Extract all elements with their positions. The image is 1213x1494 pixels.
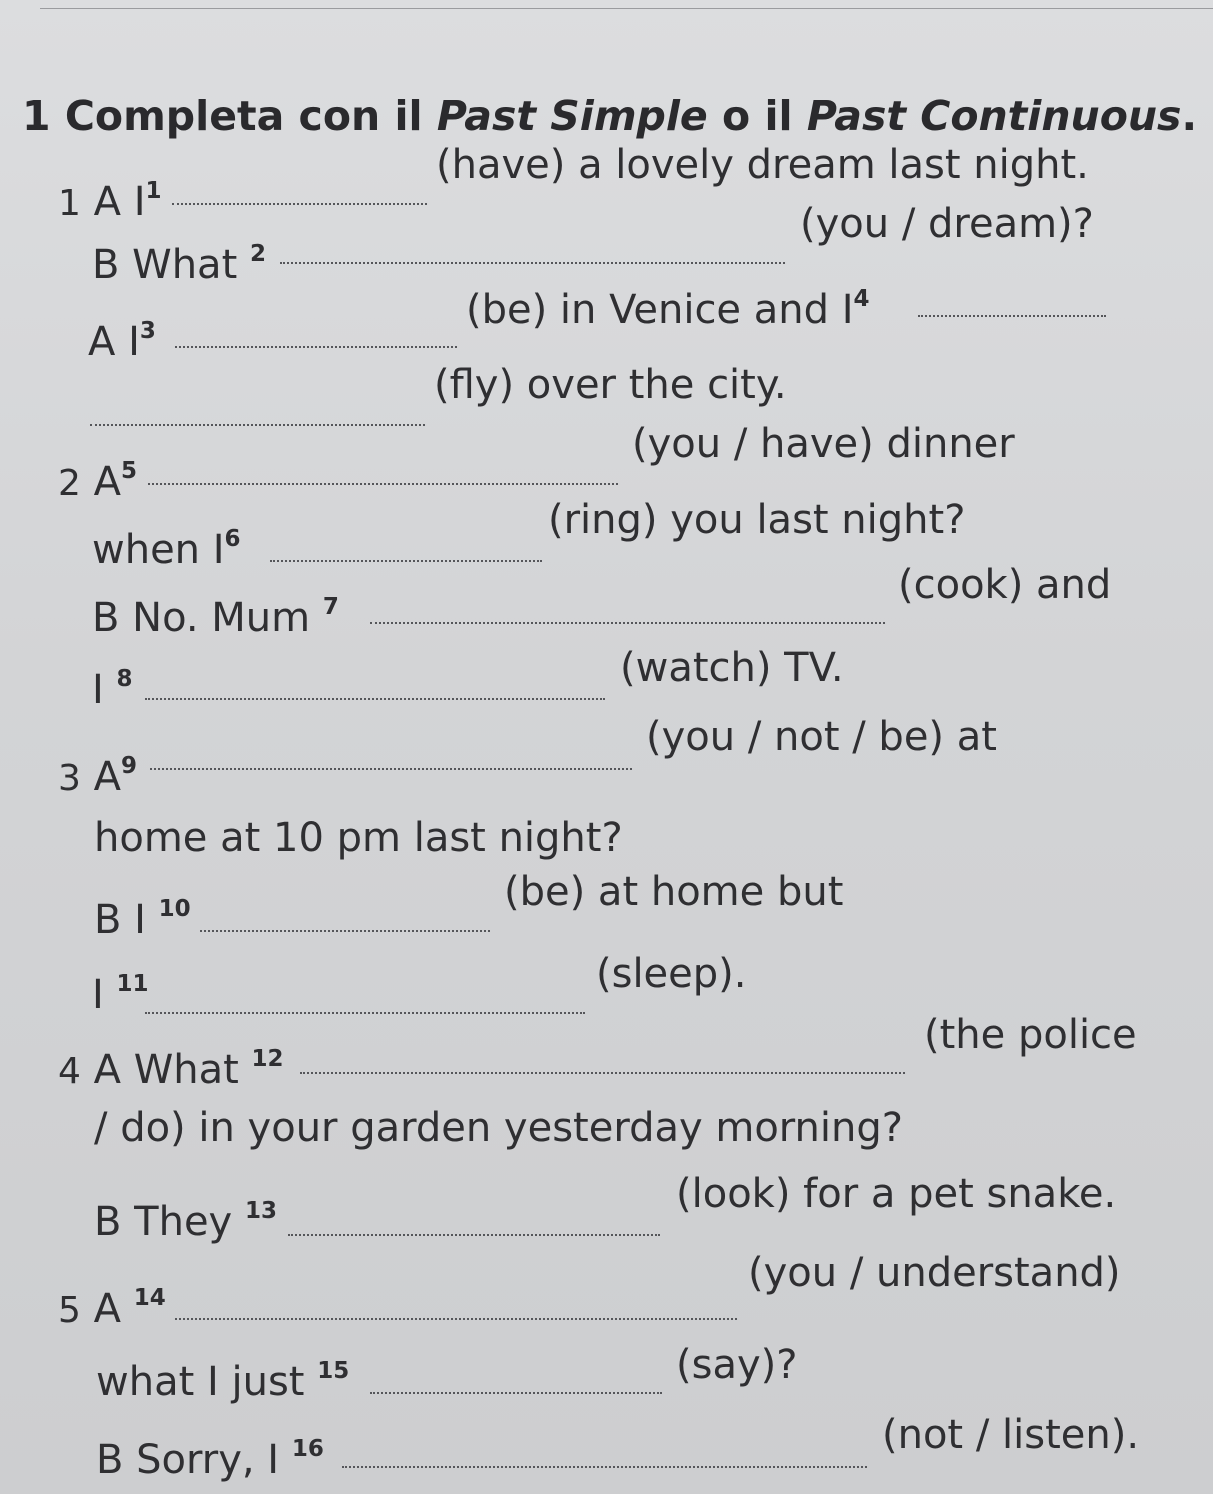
item-1-line-a-end: (have) a lovely dream last night. (436, 142, 1089, 188)
item-1-line-c: A $I^3$ (88, 318, 156, 365)
blank-11[interactable] (145, 1012, 585, 1014)
item-1-line-c-mid: (be) in Venice and $I^4$ (466, 286, 870, 333)
blank-6[interactable] (270, 560, 542, 562)
item-4-line-b: / do) in your garden yesterday morning? (94, 1105, 903, 1151)
item-4-line-a-end: (the police (924, 1012, 1137, 1058)
item-2-line-d: I $^8$ (92, 666, 133, 713)
blank-3[interactable] (175, 346, 457, 348)
item-1-line-a: 1 A $I^1$ (58, 178, 162, 225)
item-2-line-d-end: (watch) TV. (620, 645, 844, 691)
item-5-line-a-end: (you / understand) (748, 1250, 1121, 1296)
exercise-number: 1 (22, 92, 51, 140)
title-pre: Completa con il (64, 92, 437, 140)
blank-7[interactable] (370, 622, 885, 624)
item-2-line-c-end: (cook) and (898, 562, 1112, 608)
item-2-line-a-end: (you / have) dinner (632, 421, 1015, 467)
item-3-line-c-end: (be) at home but (504, 869, 844, 915)
blank-10[interactable] (200, 930, 490, 932)
title-past-continuous: Past Continuous (806, 92, 1182, 140)
blank-13[interactable] (288, 1234, 660, 1236)
item-1-line-b-end: (you / dream)? (800, 201, 1094, 247)
title-mid: o il (707, 92, 807, 140)
item-4-line-c: B They $^{13}$ (94, 1198, 277, 1245)
blank-14[interactable] (175, 1318, 737, 1320)
item-1-line-d: (fly) over the city. (434, 362, 787, 408)
item-2-line-b: when $I^6$ (92, 526, 241, 573)
blank-4b[interactable] (90, 424, 425, 426)
item-5-line-c: B Sorry, I $^{16}$ (96, 1436, 324, 1483)
item-2-line-c: B No. Mum $^7$ (92, 594, 339, 641)
item-3-line-b: home at 10 pm last night? (94, 815, 623, 861)
blank-15[interactable] (370, 1392, 662, 1394)
blank-4a[interactable] (918, 315, 1106, 317)
blank-12[interactable] (300, 1072, 905, 1074)
blank-8[interactable] (145, 698, 605, 700)
item-3-line-d: I $^{11}$ (92, 971, 149, 1018)
item-2-line-b-end: (ring) you last night? (548, 497, 966, 543)
item-3-line-c: B I $^{10}$ (94, 896, 191, 943)
blank-16[interactable] (342, 1466, 867, 1468)
item-1-line-b: B What $^2$ (92, 241, 266, 288)
item-2-line-a: 2 $A^5$ (58, 458, 138, 505)
blank-5[interactable] (148, 483, 618, 485)
blank-9[interactable] (150, 768, 632, 770)
item-4-line-a: 4 A What $^{12}$ (58, 1046, 284, 1093)
item-5-line-c-end: (not / listen). (882, 1412, 1140, 1458)
blank-1[interactable] (172, 203, 427, 205)
title-post: . (1181, 92, 1198, 140)
top-rule (40, 8, 1213, 9)
title-past-simple: Past Simple (436, 92, 708, 140)
item-5-line-b-end: (say)? (676, 1342, 798, 1388)
item-5-line-a: 5 A $^{14}$ (58, 1285, 166, 1332)
blank-2[interactable] (280, 262, 785, 264)
item-5-line-b: what I just $^{15}$ (96, 1358, 350, 1405)
item-4-line-c-end: (look) for a pet snake. (676, 1171, 1117, 1217)
item-3-line-a-end: (you / not / be) at (646, 714, 997, 760)
item-3-line-d-end: (sleep). (596, 951, 747, 997)
item-3-line-a: 3 $A^9$ (58, 753, 138, 800)
item-number: 1 (58, 183, 81, 224)
exercise-title (22, 92, 1197, 140)
